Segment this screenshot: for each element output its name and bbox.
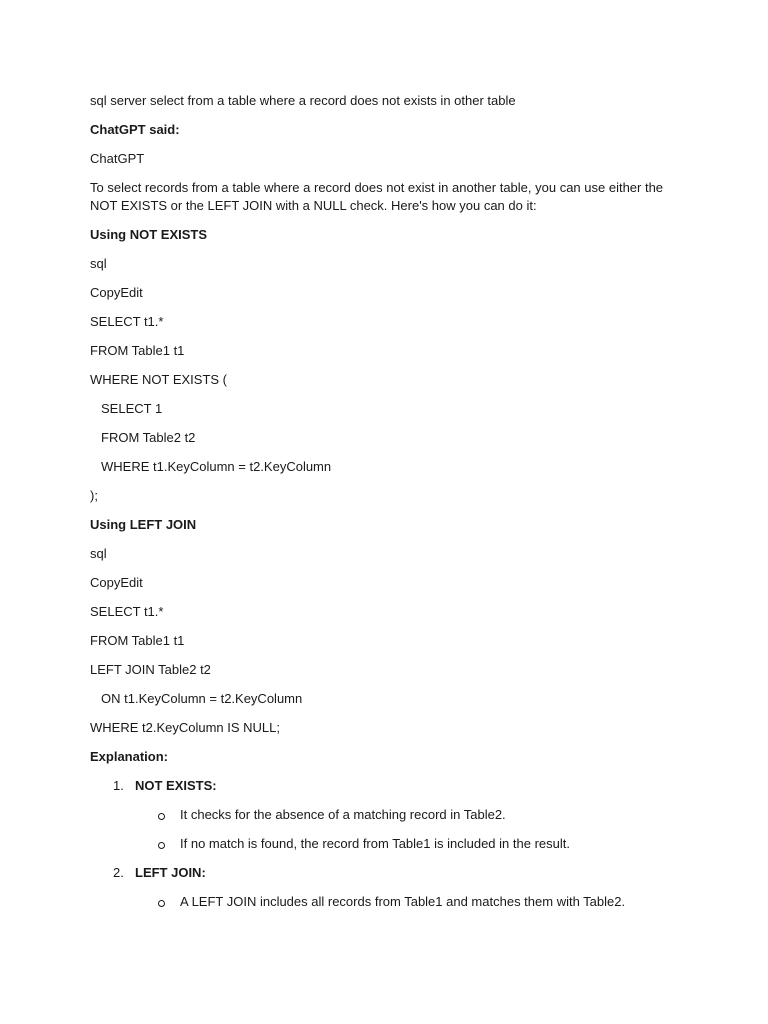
bullet-text: If no match is found, the record from Table1 is included in the result. — [180, 836, 570, 851]
code-line: SELECT t1.* — [90, 604, 164, 619]
list-number: 2. — [113, 865, 124, 880]
code-line: FROM Table1 t1 — [90, 633, 185, 648]
explanation-heading: Explanation: — [90, 749, 169, 764]
section-heading-left-join: Using LEFT JOIN — [90, 517, 197, 532]
code-line: WHERE NOT EXISTS ( — [90, 372, 227, 387]
list-item-title: LEFT JOIN: — [135, 865, 206, 880]
list-number: 1. — [113, 778, 124, 793]
code-line: WHERE t2.KeyColumn IS NULL; — [90, 720, 281, 735]
code-line: FROM Table2 t2 — [101, 430, 196, 445]
code-line: SELECT t1.* — [90, 314, 164, 329]
bullet-text: It checks for the absence of a matching record in Table2. — [180, 807, 506, 822]
code-line: SELECT 1 — [101, 401, 163, 416]
chatgpt-label: ChatGPT — [90, 151, 145, 166]
hollow-bullet-icon — [158, 900, 165, 907]
hollow-bullet-icon — [158, 813, 165, 820]
bullet-item — [90, 893, 690, 911]
bullet-item — [90, 835, 690, 853]
copy-edit-label: CopyEdit — [90, 575, 143, 590]
question-text: sql server select from a table where a record does not exists in other table — [90, 93, 516, 108]
code-language-label: sql — [90, 546, 107, 561]
numbered-item — [90, 777, 690, 795]
bullet-item — [90, 806, 690, 824]
list-item-title: NOT EXISTS: — [135, 778, 217, 793]
code-line: ON t1.KeyColumn = t2.KeyColumn — [101, 691, 303, 706]
hollow-bullet-icon — [158, 842, 165, 849]
code-line: ); — [90, 488, 98, 503]
code-language-label: sql — [90, 256, 107, 271]
bullet-text: A LEFT JOIN includes all records from Table1 and matches them with Table2. — [180, 894, 626, 909]
code-line: FROM Table1 t1 — [90, 343, 185, 358]
section-heading-not-exists: Using NOT EXISTS — [90, 227, 208, 242]
code-line: LEFT JOIN Table2 t2 — [90, 662, 211, 677]
intro-paragraph: To select records from a table where a record does not exist in another table, you can use either the NOT EXISTS or the LEFT JOIN with a NULL check. Here's how you can do it: — [90, 180, 664, 213]
code-line: WHERE t1.KeyColumn = t2.KeyColumn — [101, 459, 332, 474]
copy-edit-label: CopyEdit — [90, 285, 143, 300]
document-page — [90, 92, 690, 911]
chatgpt-said-heading: ChatGPT said: — [90, 122, 180, 137]
numbered-item — [90, 864, 690, 882]
